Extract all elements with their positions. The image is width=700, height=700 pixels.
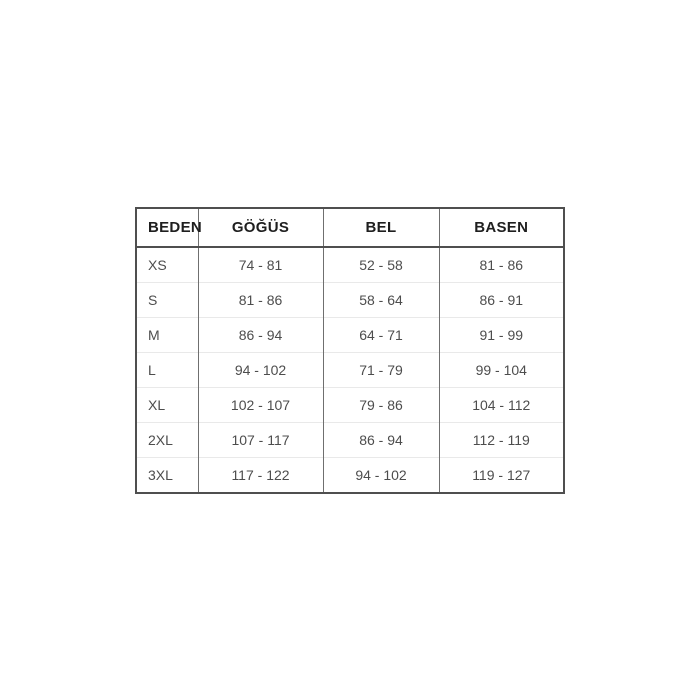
size-row-xs bbox=[136, 247, 564, 283]
chest-cell: 117 - 122 bbox=[198, 458, 323, 494]
size-row-2xl bbox=[136, 423, 564, 458]
size-cell: M bbox=[136, 318, 198, 353]
waist-cell: 79 - 86 bbox=[323, 388, 439, 423]
size-row-l bbox=[136, 353, 564, 388]
hip-cell: 119 - 127 bbox=[439, 458, 564, 494]
column-header-size: BEDEN bbox=[136, 208, 198, 247]
waist-cell: 71 - 79 bbox=[323, 353, 439, 388]
hip-cell: 86 - 91 bbox=[439, 283, 564, 318]
waist-cell: 64 - 71 bbox=[323, 318, 439, 353]
waist-cell: 86 - 94 bbox=[323, 423, 439, 458]
waist-cell: 52 - 58 bbox=[323, 247, 439, 283]
hip-cell: 81 - 86 bbox=[439, 247, 564, 283]
size-row-s bbox=[136, 283, 564, 318]
chest-cell: 107 - 117 bbox=[198, 423, 323, 458]
size-row-xl bbox=[136, 388, 564, 423]
size-chart-container bbox=[135, 207, 565, 494]
size-cell: 3XL bbox=[136, 458, 198, 494]
chest-cell: 81 - 86 bbox=[198, 283, 323, 318]
size-cell: S bbox=[136, 283, 198, 318]
hip-cell: 112 - 119 bbox=[439, 423, 564, 458]
column-header-chest: GÖĞÜS bbox=[198, 208, 323, 247]
column-header-waist: BEL bbox=[323, 208, 439, 247]
hip-cell: 91 - 99 bbox=[439, 318, 564, 353]
size-cell: L bbox=[136, 353, 198, 388]
hip-cell: 104 - 112 bbox=[439, 388, 564, 423]
size-cell: 2XL bbox=[136, 423, 198, 458]
chest-cell: 94 - 102 bbox=[198, 353, 323, 388]
waist-cell: 58 - 64 bbox=[323, 283, 439, 318]
size-chart-table bbox=[135, 207, 565, 494]
size-row-m bbox=[136, 318, 564, 353]
waist-cell: 94 - 102 bbox=[323, 458, 439, 494]
size-cell: XL bbox=[136, 388, 198, 423]
chest-cell: 102 - 107 bbox=[198, 388, 323, 423]
hip-cell: 99 - 104 bbox=[439, 353, 564, 388]
chest-cell: 86 - 94 bbox=[198, 318, 323, 353]
chest-cell: 74 - 81 bbox=[198, 247, 323, 283]
header-row bbox=[136, 208, 564, 247]
size-row-3xl bbox=[136, 458, 564, 494]
column-header-hip: BASEN bbox=[439, 208, 564, 247]
size-cell: XS bbox=[148, 257, 167, 273]
